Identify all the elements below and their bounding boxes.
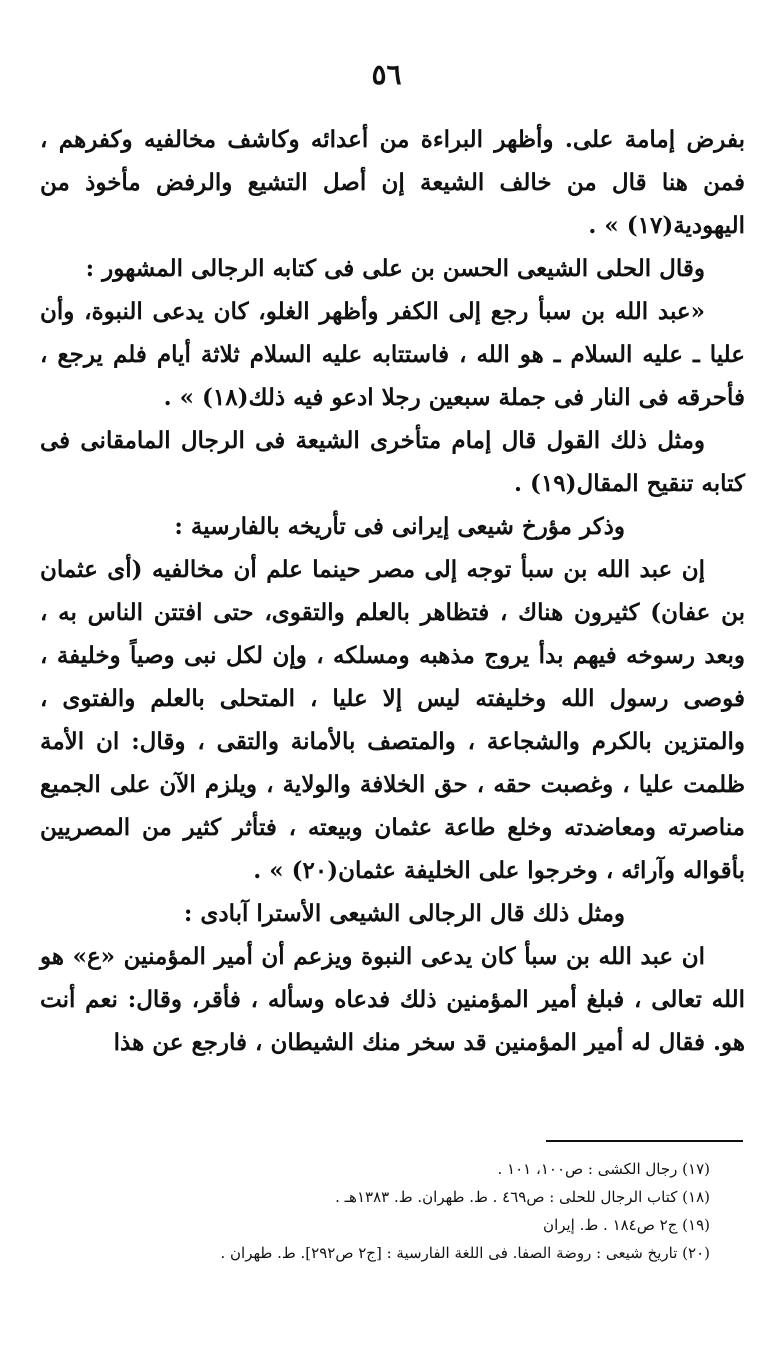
paragraph-1: بفرض إمامة على. وأظهر البراءة من أعدائه وكاشف مخالفيه وكفرهم ، فمن هنا قال من خالف الشيعة إن أصل التشيع والرفض مأخوذ من اليهودية(١٧) » .: [40, 126, 745, 239]
page-number: ٥٦: [371, 58, 402, 91]
paragraph-3: «عبد الله بن سبأ رجع إلى الكفر وأظهر الغلو، كان يدعى النبوة، وأن عليا ـ عليه السلام ـ هو الله ، فاستتابه عليه السلام ثلاثة أيام فلم يرجع ، فأحرقه فى النار فى جملة سبعين رجلا ادعو فيه ذلك(١٨) » .: [40, 298, 745, 411]
main-text: [40, 118, 745, 1064]
footnote-17: (١٧) رجال الكشى : ص١٠٠، ١٠١ .: [497, 1160, 710, 1178]
footnote-19: (١٩) ج٢ ص١٨٤ . ط. إيران: [543, 1216, 710, 1234]
footnote-18: (١٨) كتاب الرجال للحلى : ص٤٦٩ . ط. طهران. ط. ١٣٨٣هـ .: [335, 1188, 710, 1206]
footnote-20: (٢٠) تاريخ شيعى : روضة الصفا. فى اللغة الفارسية : [ج٢ ص٢٩٢]. ط. طهران .: [220, 1244, 710, 1262]
paragraph-8: ان عبد الله بن سبأ كان يدعى النبوة ويزعم أن أمير المؤمنين «ع» هو الله تعالى ، فبلغ أمير المؤمنين ذلك فدعاه وسأله ، فأقر، وقال: نعم أنت هو. فقال له أمير المؤمنين قد سخر منك الشيطان ، فارجع عن هذا: [40, 943, 745, 1056]
footnotes: [80, 1155, 710, 1267]
paragraph-7: ومثل ذلك قال الرجالى الشيعى الأسترا آبادى :: [183, 900, 625, 927]
footnote-divider: [546, 1140, 743, 1142]
paragraph-2: وقال الحلى الشيعى الحسن بن على فى كتابه الرجالى المشهور :: [85, 255, 705, 282]
paragraph-5: وذكر مؤرخ شيعى إيرانى فى تأريخه بالفارسية :: [174, 513, 625, 540]
paragraph-4: ومثل ذلك القول قال إمام متأخرى الشيعة فى الرجال المامقانى فى كتابه تنقيح المقال(١٩) .: [40, 427, 745, 497]
paragraph-6: إن عبد الله بن سبأ توجه إلى مصر حينما علم أن مخالفيه (أى عثمان بن عفان) كثيرون هناك ، فتظاهر بالعلم والتقوى، حتى افتتن الناس به ، وبعد رسوخه فيهم بدأ يروج مذهبه ومسلكه ، وإن لكل نبى وصياً وخليفة ، فوصى رسول الله وخليفته ليس إلا عليا ، المتحلى بالعلم والفتوى ، والمتزين بالكرم والشجاعة ، والمتصف بالأمانة والتقى ، وقال: ان الأمة ظلمت عليا ، وغصبت حقه ، حق الخلافة والولاية ، ويلزم الآن على الجميع مناصرته ومعاضدته وخلع طاعة عثمان وبيعته ، فتأثر كثير من المصريين بأقواله وآرائه ، وخرجوا على الخليفة عثمان(٢٠) » .: [40, 556, 745, 884]
